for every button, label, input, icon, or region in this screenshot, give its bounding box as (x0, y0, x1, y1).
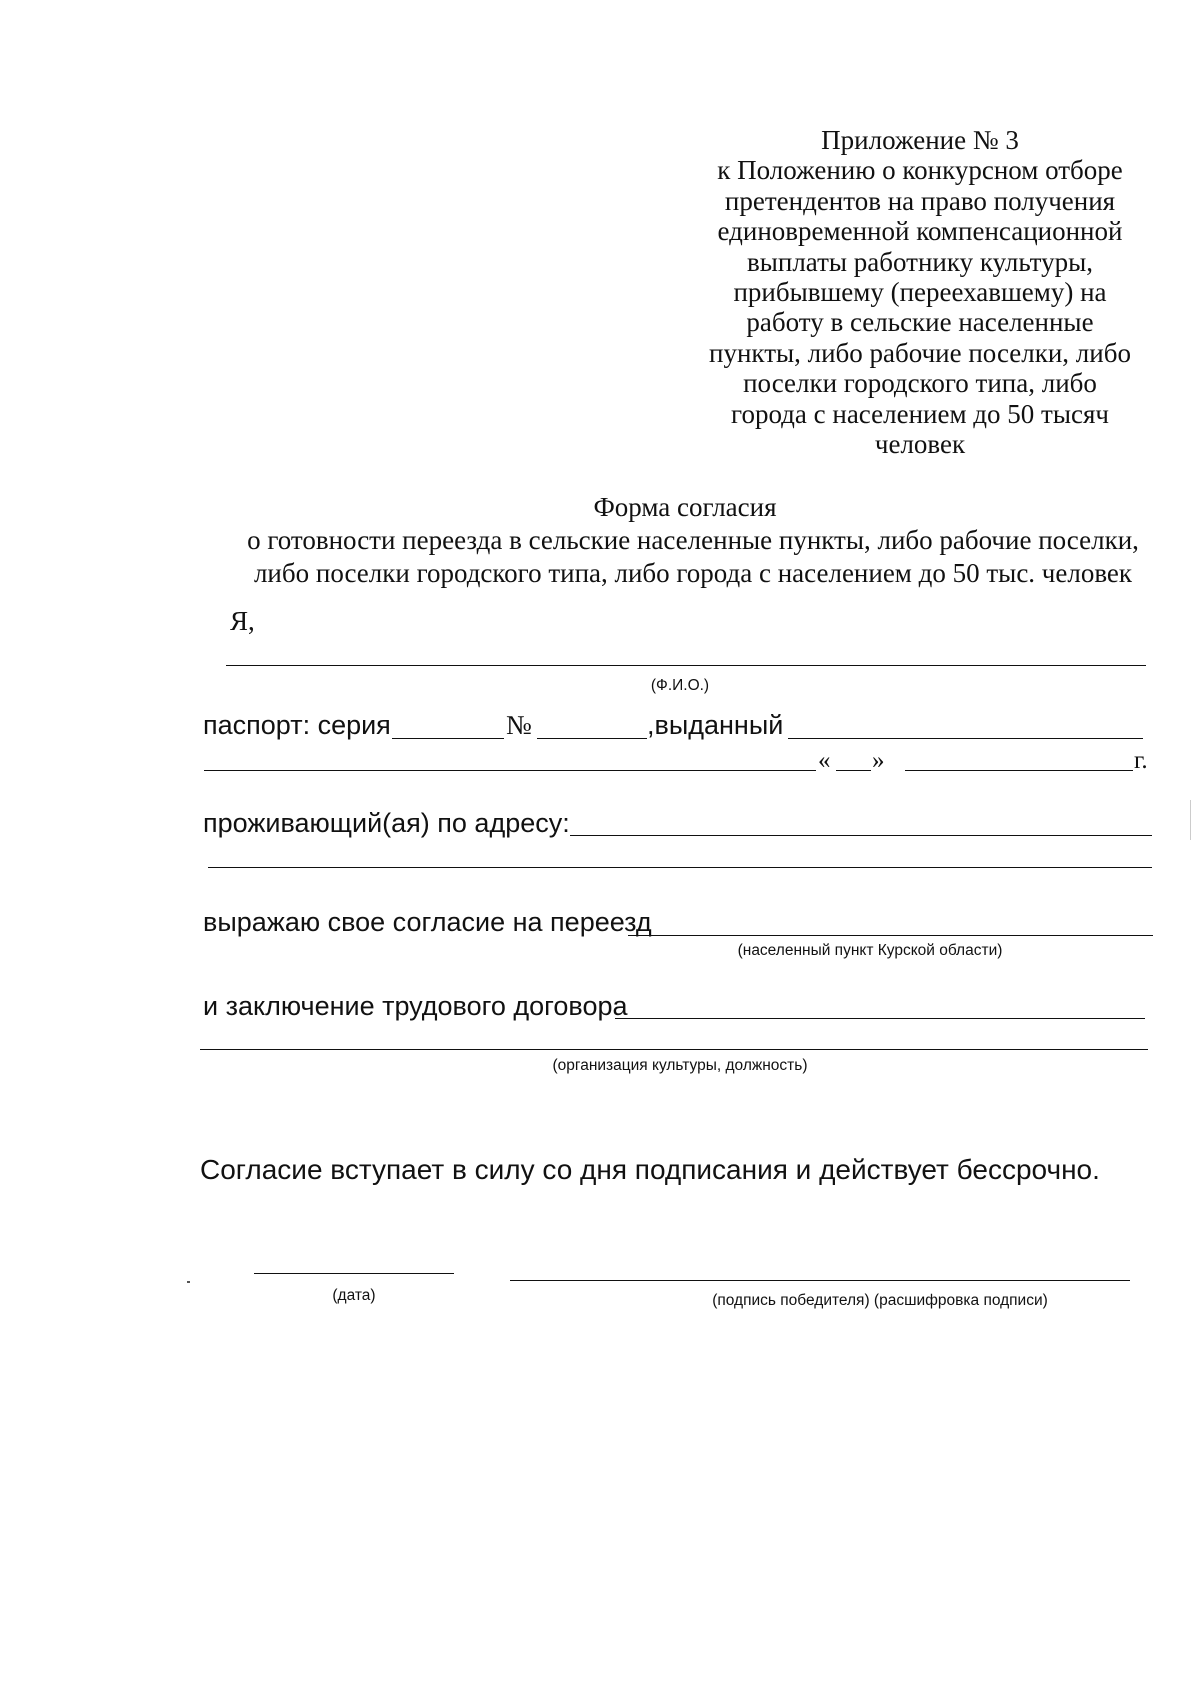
scan-speck (187, 1281, 190, 1283)
appendix-line: выплаты работнику культуры, (747, 246, 1093, 277)
issued-by-field-cont[interactable] (204, 770, 816, 771)
appendix-line: единовременной компенсационной (717, 216, 1123, 247)
fio-field[interactable] (226, 665, 1146, 666)
issued-by-field[interactable] (788, 738, 1143, 739)
issue-day-field[interactable] (836, 770, 871, 771)
appendix-line: работу в сельские населенные (746, 307, 1094, 338)
form-title: Форма согласия (593, 492, 777, 522)
validity-text: Согласие вступает в силу со дня подписания и действует бессрочно. (200, 1154, 1100, 1185)
appendix-line: поселки городского типа, либо (743, 368, 1097, 399)
appendix-header (690, 125, 1150, 459)
appendix-line: Приложение № 3 (821, 125, 1019, 155)
fio-hint: (Ф.И.О.) (650, 677, 710, 694)
appendix-line: прибывшему (переехавшему) на (733, 277, 1107, 308)
signature-field[interactable] (510, 1280, 1130, 1281)
issued-label: ,выданный (647, 710, 784, 740)
signature-hint: (подпись победителя) (расшифровка подписи) (712, 1292, 1048, 1309)
consent-label: выражаю свое согласие на переезд (203, 907, 652, 937)
passport-label: паспорт: серия (203, 710, 391, 740)
organization-field-cont[interactable] (200, 1049, 1148, 1050)
appendix-line: претендентов на право получения (724, 185, 1116, 216)
appendix-line: к Положению о конкурсном отборе (717, 155, 1123, 186)
address-field-cont[interactable] (208, 867, 1152, 868)
form-subtitle-line: о готовности переезда в сельские населенные пункты, либо рабочие поселки, (247, 525, 1139, 555)
date-hint: (дата) (332, 1287, 376, 1304)
address-label: проживающий(ая) по адресу: (203, 808, 570, 838)
settlement-field[interactable] (628, 935, 1153, 936)
appendix-line: человек (874, 429, 966, 460)
organization-field[interactable] (615, 1018, 1145, 1019)
quote-open: « (818, 747, 831, 774)
date-field[interactable] (254, 1273, 454, 1274)
number-label: № (506, 710, 532, 740)
passport-number-field[interactable] (537, 738, 647, 739)
appendix-line: пункты, либо рабочие поселки, либо (709, 337, 1131, 368)
address-field[interactable] (570, 835, 1152, 836)
settlement-hint: (населенный пункт Курской области) (737, 942, 1003, 959)
appendix-line: города с населением до 50 тысяч (731, 398, 1109, 429)
organization-hint: (организация культуры, должность) (552, 1057, 808, 1074)
scan-edge-mark (1190, 800, 1191, 840)
contract-label: и заключение трудового договора (203, 991, 628, 1021)
form-subtitle-line: либо поселки городского типа, либо города с населением до 50 тыс. человек (253, 558, 1133, 588)
ya-label: Я, (230, 606, 255, 636)
form-subtitle (213, 524, 1173, 590)
issue-month-field[interactable] (905, 770, 1133, 771)
passport-series-field[interactable] (392, 738, 504, 739)
year-suffix: г. (1134, 747, 1148, 774)
quote-close: » (872, 747, 885, 774)
